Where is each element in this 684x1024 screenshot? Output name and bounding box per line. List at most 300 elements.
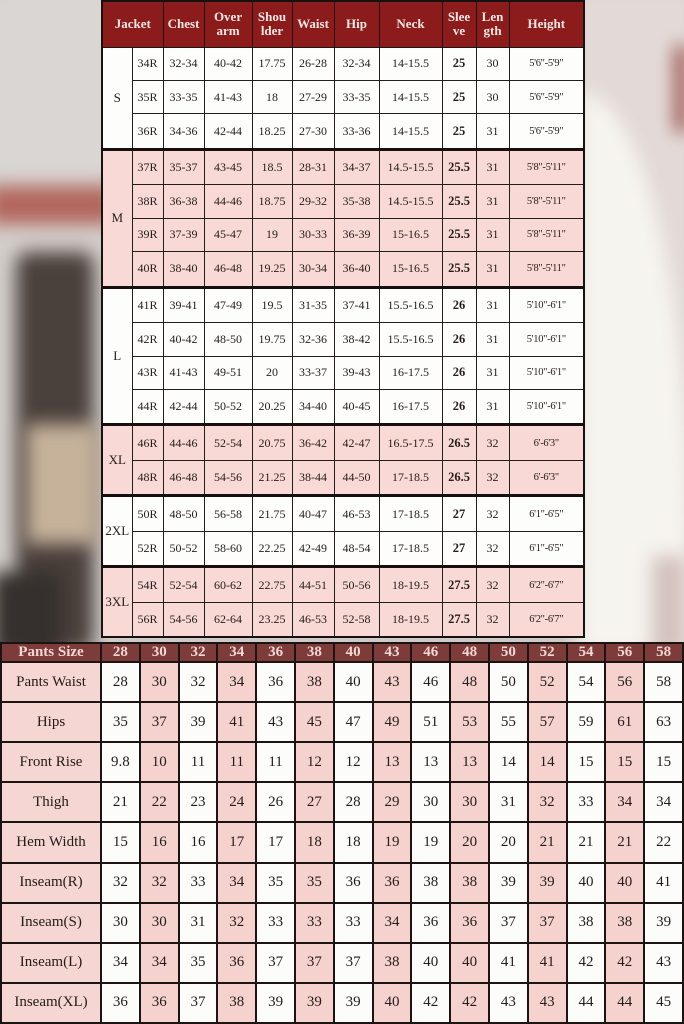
pants-row-label: Inseam(L) — [1, 943, 101, 983]
pants-cell: 40 — [334, 662, 373, 702]
pants-cell: 15 — [605, 742, 644, 782]
jacket-cell: 36-42 — [292, 425, 334, 461]
jacket-cell: 6'2"-6'7" — [509, 567, 584, 603]
pants-cell: 21 — [528, 822, 567, 862]
pants-cell: 63 — [644, 702, 683, 742]
pants-cell: 33 — [334, 903, 373, 943]
jacket-cell: 28-31 — [292, 149, 334, 185]
jacket-cell: 15-16.5 — [379, 218, 442, 251]
pants-cell: 22 — [644, 822, 683, 862]
pants-cell: 38 — [567, 903, 606, 943]
jacket-cell: 38-42 — [334, 323, 379, 356]
jacket-cell: 5'8"-5'11" — [509, 185, 584, 218]
pants-table-header — [1, 643, 683, 662]
pants-cell: 49 — [373, 702, 412, 742]
pants-cell: 42 — [411, 983, 450, 1023]
jacket-cell: 27 — [442, 496, 476, 532]
jacket-cell: 26 — [442, 323, 476, 356]
pants-cell: 15 — [567, 742, 606, 782]
jacket-cell: 38-44 — [292, 460, 334, 496]
jacket-cell: 25.5 — [442, 185, 476, 218]
jacket-cell: 41R — [132, 287, 163, 323]
jacket-row — [102, 531, 584, 567]
pants-cell: 40 — [411, 943, 450, 983]
jacket-cell: 19.75 — [252, 323, 292, 356]
pants-cell: 14 — [528, 742, 567, 782]
pants-row — [1, 702, 683, 742]
jacket-cell: 18-19.5 — [379, 602, 442, 637]
pants-cell: 35 — [179, 943, 218, 983]
jacket-cell: 20 — [252, 356, 292, 389]
jacket-cell: 21.75 — [252, 496, 292, 532]
pants-cell: 38 — [411, 863, 450, 903]
jacket-row — [102, 389, 584, 425]
jacket-cell: 25.5 — [442, 149, 476, 185]
pants-cell: 29 — [373, 782, 412, 822]
pants-column-header: 43 — [373, 643, 412, 662]
jacket-cell: 5'10"-6'1" — [509, 287, 584, 323]
jacket-cell: 19.25 — [252, 252, 292, 288]
jacket-header-row — [102, 1, 584, 47]
pants-cell: 51 — [411, 702, 450, 742]
jacket-cell: 17-18.5 — [379, 460, 442, 496]
jacket-cell: 26.5 — [442, 460, 476, 496]
jacket-cell: 48-50 — [163, 496, 204, 532]
pants-row — [1, 742, 683, 782]
jacket-cell: 36R — [132, 114, 163, 150]
pants-cell: 38 — [373, 943, 412, 983]
pants-cell: 9.8 — [101, 742, 140, 782]
jacket-cell: 5'10"-6'1" — [509, 323, 584, 356]
jacket-cell: 42-47 — [334, 425, 379, 461]
pants-row — [1, 903, 683, 943]
background-shirt-fold — [652, 556, 684, 656]
jacket-row — [102, 496, 584, 532]
jacket-cell: 27 — [442, 531, 476, 567]
jacket-cell: 19 — [252, 218, 292, 251]
jacket-cell: 48-54 — [334, 531, 379, 567]
jacket-cell: 17.75 — [252, 47, 292, 80]
pants-cell: 57 — [528, 702, 567, 742]
pants-row-label: Hem Width — [1, 822, 101, 862]
jacket-cell: 46R — [132, 425, 163, 461]
pants-cell: 35 — [256, 863, 295, 903]
pants-cell: 30 — [140, 662, 179, 702]
pants-column-header: 54 — [567, 643, 606, 662]
jacket-cell: 33-35 — [334, 80, 379, 113]
pants-cell: 41 — [644, 863, 683, 903]
pants-column-header: 34 — [217, 643, 256, 662]
jacket-cell: 54-56 — [163, 602, 204, 637]
jacket-cell: 17-18.5 — [379, 496, 442, 532]
pants-size-table — [0, 642, 684, 1024]
jacket-cell: 33-35 — [163, 80, 204, 113]
jacket-cell: 31 — [476, 389, 509, 425]
pants-table-body — [1, 662, 683, 1023]
pants-cell: 43 — [489, 983, 528, 1023]
jacket-row — [102, 149, 584, 185]
jacket-cell: 43-45 — [204, 149, 252, 185]
jacket-column-header: Neck — [379, 1, 442, 47]
jacket-cell: 48R — [132, 460, 163, 496]
pants-cell: 38 — [217, 983, 256, 1023]
pants-cell: 31 — [489, 782, 528, 822]
jacket-size-table — [101, 0, 585, 638]
jacket-column-header: Chest — [163, 1, 204, 47]
jacket-cell: 30 — [476, 47, 509, 80]
pants-cell: 43 — [256, 702, 295, 742]
pants-cell: 13 — [411, 742, 450, 782]
pants-cell: 56 — [605, 662, 644, 702]
jacket-cell: 31 — [476, 356, 509, 389]
jacket-cell: 14-15.5 — [379, 80, 442, 113]
pants-cell: 17 — [217, 822, 256, 862]
jacket-cell: 29-32 — [292, 185, 334, 218]
pants-cell: 22 — [140, 782, 179, 822]
jacket-row — [102, 47, 584, 80]
pants-cell: 24 — [217, 782, 256, 822]
jacket-cell: 34-36 — [163, 114, 204, 150]
jacket-cell: 42-44 — [163, 389, 204, 425]
pants-cell: 34 — [644, 782, 683, 822]
jacket-cell: 32 — [476, 602, 509, 637]
jacket-cell: 37R — [132, 149, 163, 185]
pants-cell: 21 — [101, 782, 140, 822]
jacket-cell: 31 — [476, 114, 509, 150]
pants-cell: 36 — [373, 863, 412, 903]
jacket-cell: 46-53 — [334, 496, 379, 532]
jacket-cell: 22.75 — [252, 567, 292, 603]
pants-column-header: 50 — [489, 643, 528, 662]
pants-cell: 45 — [295, 702, 334, 742]
pants-cell: 50 — [489, 662, 528, 702]
jacket-cell: 31 — [476, 287, 509, 323]
jacket-cell: 46-53 — [292, 602, 334, 637]
pants-cell: 43 — [528, 983, 567, 1023]
jacket-cell: 20.25 — [252, 389, 292, 425]
pants-cell: 30 — [411, 782, 450, 822]
jacket-cell: 5'6"-5'9" — [509, 114, 584, 150]
jacket-row — [102, 218, 584, 251]
jacket-cell: 39R — [132, 218, 163, 251]
size-group-label: 3XL — [102, 567, 132, 637]
jacket-cell: 6'-6'3" — [509, 425, 584, 461]
jacket-cell: 32-34 — [163, 47, 204, 80]
jacket-column-header: Slee ve — [442, 1, 476, 47]
jacket-cell: 32 — [476, 567, 509, 603]
pants-cell: 43 — [644, 943, 683, 983]
pants-cell: 39 — [489, 863, 528, 903]
pants-cell: 17 — [256, 822, 295, 862]
jacket-row — [102, 356, 584, 389]
jacket-column-header: Jacket — [102, 1, 163, 47]
jacket-cell: 5'6"-5'9" — [509, 47, 584, 80]
jacket-row — [102, 460, 584, 496]
jacket-cell: 26-28 — [292, 47, 334, 80]
jacket-cell: 50R — [132, 496, 163, 532]
pants-column-header: 32 — [179, 643, 218, 662]
pants-cell: 13 — [373, 742, 412, 782]
jacket-cell: 54-56 — [204, 460, 252, 496]
pants-row-label: Inseam(R) — [1, 863, 101, 903]
jacket-cell: 18.75 — [252, 185, 292, 218]
jacket-row — [102, 114, 584, 150]
pants-row-label: Front Rise — [1, 742, 101, 782]
pants-cell: 39 — [644, 903, 683, 943]
pants-cell: 32 — [217, 903, 256, 943]
jacket-cell: 39-43 — [334, 356, 379, 389]
jacket-cell: 40-42 — [163, 323, 204, 356]
jacket-cell: 44-46 — [204, 185, 252, 218]
pants-cell: 34 — [101, 943, 140, 983]
jacket-cell: 50-56 — [334, 567, 379, 603]
pants-cell: 32 — [101, 863, 140, 903]
pants-cell: 20 — [489, 822, 528, 862]
pants-cell: 21 — [567, 822, 606, 862]
pants-header-row — [1, 643, 683, 662]
pants-cell: 12 — [295, 742, 334, 782]
size-group-label: M — [102, 149, 132, 287]
jacket-cell: 58-60 — [204, 531, 252, 567]
jacket-column-header: Over arm — [204, 1, 252, 47]
jacket-cell: 25.5 — [442, 252, 476, 288]
jacket-cell: 5'6"-5'9" — [509, 80, 584, 113]
jacket-cell: 18-19.5 — [379, 567, 442, 603]
jacket-cell: 33-36 — [334, 114, 379, 150]
jacket-cell: 31-35 — [292, 287, 334, 323]
jacket-cell: 39-41 — [163, 287, 204, 323]
jacket-row — [102, 287, 584, 323]
pants-column-header: 48 — [450, 643, 489, 662]
pants-cell: 31 — [179, 903, 218, 943]
jacket-cell: 42R — [132, 323, 163, 356]
pants-row — [1, 782, 683, 822]
pants-cell: 19 — [373, 822, 412, 862]
pants-cell: 40 — [567, 863, 606, 903]
pants-cell: 53 — [450, 702, 489, 742]
pants-cell: 14 — [489, 742, 528, 782]
pants-cell: 36 — [140, 983, 179, 1023]
pants-cell: 38 — [605, 903, 644, 943]
jacket-cell: 20.75 — [252, 425, 292, 461]
pants-cell: 44 — [605, 983, 644, 1023]
size-group-label: 2XL — [102, 496, 132, 567]
jacket-cell: 14-15.5 — [379, 114, 442, 150]
pants-column-header: 36 — [256, 643, 295, 662]
jacket-cell: 44-51 — [292, 567, 334, 603]
jacket-cell: 40-45 — [334, 389, 379, 425]
size-group-label: L — [102, 287, 132, 425]
jacket-cell: 41-43 — [204, 80, 252, 113]
pants-cell: 39 — [528, 863, 567, 903]
jacket-cell: 6'-6'3" — [509, 460, 584, 496]
jacket-cell: 23.25 — [252, 602, 292, 637]
jacket-cell: 60-62 — [204, 567, 252, 603]
pants-cell: 36 — [217, 943, 256, 983]
pants-cell: 18 — [295, 822, 334, 862]
jacket-cell: 40-42 — [204, 47, 252, 80]
jacket-cell: 37-41 — [334, 287, 379, 323]
jacket-cell: 14.5-15.5 — [379, 185, 442, 218]
jacket-cell: 25 — [442, 80, 476, 113]
pants-row — [1, 983, 683, 1023]
pants-cell: 21 — [605, 822, 644, 862]
pants-cell: 59 — [567, 702, 606, 742]
pants-cell: 36 — [101, 983, 140, 1023]
jacket-cell: 32 — [476, 425, 509, 461]
jacket-cell: 38-40 — [163, 252, 204, 288]
jacket-cell: 42-44 — [204, 114, 252, 150]
pants-cell: 11 — [256, 742, 295, 782]
pants-row-label: Inseam(S) — [1, 903, 101, 943]
pants-cell: 44 — [567, 983, 606, 1023]
jacket-cell: 38R — [132, 185, 163, 218]
jacket-cell: 32-34 — [334, 47, 379, 80]
jacket-cell: 26.5 — [442, 425, 476, 461]
jacket-cell: 52-54 — [163, 567, 204, 603]
jacket-cell: 18.5 — [252, 149, 292, 185]
pants-cell: 61 — [605, 702, 644, 742]
pants-cell: 11 — [217, 742, 256, 782]
pants-cell: 34 — [217, 863, 256, 903]
jacket-row — [102, 185, 584, 218]
jacket-cell: 34-37 — [334, 149, 379, 185]
pants-row — [1, 662, 683, 702]
pants-cell: 32 — [140, 863, 179, 903]
jacket-cell: 32-36 — [292, 323, 334, 356]
jacket-cell: 56-58 — [204, 496, 252, 532]
jacket-cell: 26 — [442, 389, 476, 425]
jacket-table-body — [102, 47, 584, 637]
pants-cell: 26 — [256, 782, 295, 822]
pants-cell: 40 — [450, 943, 489, 983]
pants-cell: 45 — [644, 983, 683, 1023]
jacket-cell: 44-46 — [163, 425, 204, 461]
pants-cell: 40 — [605, 863, 644, 903]
jacket-row — [102, 602, 584, 637]
jacket-table-header — [102, 1, 584, 47]
jacket-cell: 25 — [442, 47, 476, 80]
jacket-column-header: Waist — [292, 1, 334, 47]
pants-cell: 42 — [450, 983, 489, 1023]
jacket-cell: 36-38 — [163, 185, 204, 218]
jacket-cell: 54R — [132, 567, 163, 603]
jacket-cell: 15.5-16.5 — [379, 287, 442, 323]
jacket-cell: 25.5 — [442, 218, 476, 251]
pants-column-header: 40 — [334, 643, 373, 662]
pants-cell: 40 — [373, 983, 412, 1023]
jacket-cell: 26 — [442, 287, 476, 323]
background-red-sliver — [676, 46, 684, 132]
background-left-top — [0, 0, 115, 180]
pants-cell: 48 — [450, 662, 489, 702]
pants-cell: 41 — [489, 943, 528, 983]
jacket-cell: 46-48 — [204, 252, 252, 288]
pants-cell: 33 — [256, 903, 295, 943]
pants-cell: 32 — [179, 662, 218, 702]
jacket-cell: 41-43 — [163, 356, 204, 389]
pants-cell: 34 — [605, 782, 644, 822]
pants-cell: 38 — [295, 662, 334, 702]
jacket-cell: 16.5-17.5 — [379, 425, 442, 461]
pants-cell: 41 — [528, 943, 567, 983]
jacket-row — [102, 252, 584, 288]
pants-cell: 42 — [605, 943, 644, 983]
pants-row-label: Hips — [1, 702, 101, 742]
pants-cell: 16 — [140, 822, 179, 862]
jacket-cell: 27.5 — [442, 602, 476, 637]
jacket-cell: 37-39 — [163, 218, 204, 251]
pants-cell: 46 — [411, 662, 450, 702]
jacket-cell: 35-38 — [334, 185, 379, 218]
pants-cell: 37 — [256, 943, 295, 983]
pants-cell: 36 — [450, 903, 489, 943]
pants-column-header: 30 — [140, 643, 179, 662]
pants-row-label: Thigh — [1, 782, 101, 822]
pants-cell: 34 — [373, 903, 412, 943]
jacket-cell: 56R — [132, 602, 163, 637]
jacket-cell: 21.25 — [252, 460, 292, 496]
pants-cell: 15 — [644, 742, 683, 782]
pants-cell: 42 — [567, 943, 606, 983]
pants-cell: 52 — [528, 662, 567, 702]
jacket-cell: 31 — [476, 218, 509, 251]
jacket-cell: 33-37 — [292, 356, 334, 389]
pants-cell: 12 — [334, 742, 373, 782]
pants-column-header: 58 — [644, 643, 683, 662]
pants-cell: 34 — [140, 943, 179, 983]
jacket-cell: 25 — [442, 114, 476, 150]
jacket-cell: 35R — [132, 80, 163, 113]
jacket-cell: 44-50 — [334, 460, 379, 496]
size-group-label: XL — [102, 425, 132, 496]
pants-cell: 16 — [179, 822, 218, 862]
jacket-cell: 5'10"-6'1" — [509, 356, 584, 389]
pants-cell: 58 — [644, 662, 683, 702]
pants-column-header: 28 — [101, 643, 140, 662]
pants-cell: 39 — [179, 702, 218, 742]
pants-cell: 37 — [528, 903, 567, 943]
jacket-cell: 26 — [442, 356, 476, 389]
pants-cell: 13 — [450, 742, 489, 782]
jacket-cell: 16-17.5 — [379, 356, 442, 389]
pants-cell: 15 — [101, 822, 140, 862]
pants-cell: 23 — [179, 782, 218, 822]
background-red-band — [0, 186, 116, 224]
pants-column-header: 56 — [605, 643, 644, 662]
pants-column-header: 52 — [528, 643, 567, 662]
jacket-cell: 52-54 — [204, 425, 252, 461]
pants-cell: 18 — [334, 822, 373, 862]
jacket-cell: 52-58 — [334, 602, 379, 637]
pants-row-label: Pants Waist — [1, 662, 101, 702]
pants-cell: 37 — [140, 702, 179, 742]
jacket-cell: 5'10"-6'1" — [509, 389, 584, 425]
jacket-cell: 32 — [476, 460, 509, 496]
jacket-column-header: Hip — [334, 1, 379, 47]
pants-cell: 37 — [295, 943, 334, 983]
jacket-row — [102, 323, 584, 356]
jacket-cell: 31 — [476, 149, 509, 185]
jacket-cell: 5'8"-5'11" — [509, 252, 584, 288]
pants-cell: 34 — [217, 662, 256, 702]
jacket-cell: 6'1"-6'5" — [509, 496, 584, 532]
size-group-label: S — [102, 47, 132, 149]
pants-cell: 55 — [489, 702, 528, 742]
jacket-cell: 34R — [132, 47, 163, 80]
pants-cell: 33 — [567, 782, 606, 822]
pants-cell: 47 — [334, 702, 373, 742]
